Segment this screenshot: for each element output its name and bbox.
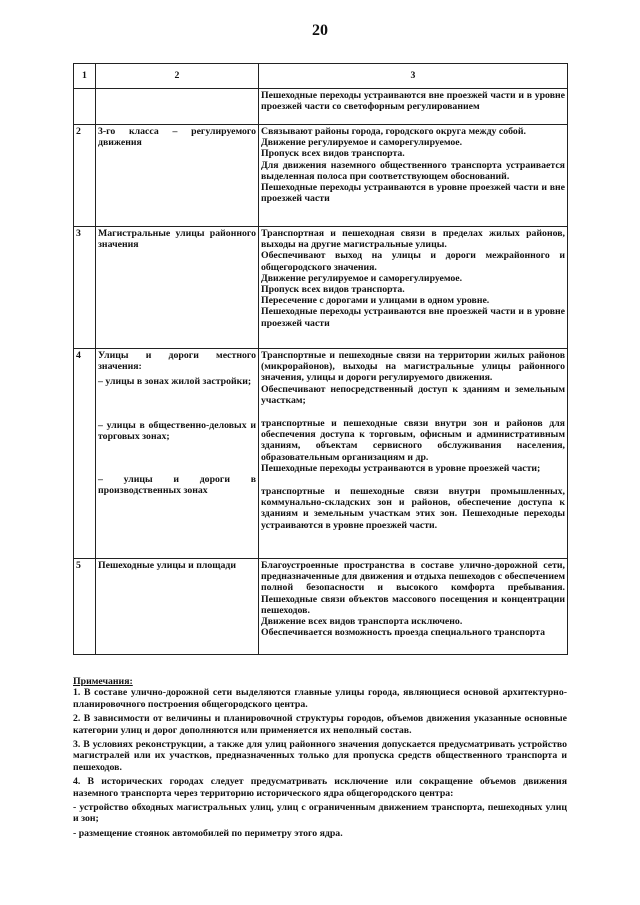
table-row	[74, 559, 568, 655]
subcategory-business: – улицы в общественно-деловых и торговых зонах;	[98, 419, 256, 442]
table-row	[74, 227, 568, 349]
street-category: 3-го класса – регулируемого движения	[96, 125, 259, 227]
table-row	[74, 349, 568, 559]
table-row	[74, 125, 568, 227]
description-block	[261, 350, 565, 406]
row-number: 5	[74, 559, 96, 655]
category-description	[259, 89, 568, 125]
notes-title: Примечания:	[73, 676, 133, 687]
description-line: Благоустроенные пространства в составе улично-дорожной сети, предназначенные для движения и отдыха пешеходов с обеспечением полной безопасности и высокого комфорта пребывания. Пешеходные связи объектов массового посещения и концентрации пешеходов.	[261, 560, 565, 616]
description-line: Для движения наземного общественного транспорта устраивается выделенная полоса при соответствующем обоснований.	[261, 159, 565, 182]
description-line: Транспортная и пешеходная связи в пределах жилых районов, выходы на другие магистральные улицы.	[261, 228, 565, 251]
description-block	[261, 486, 565, 531]
description-block	[261, 418, 565, 474]
description-line: Пропуск всех видов транспорта.	[261, 284, 405, 296]
street-category	[96, 89, 259, 125]
row-number: 4	[74, 349, 96, 559]
description-line: Движение всех видов транспорта исключено.	[261, 616, 463, 628]
description-line: Движение регулируемое и саморегулируемое.	[261, 272, 463, 284]
street-category	[96, 349, 259, 559]
description-line: Пересечение с дорогами и улицами в одном уровне.	[261, 295, 490, 307]
description-line: Пешеходные переходы устраиваются в уровне проезжей части;	[261, 462, 541, 474]
row-number	[74, 89, 96, 125]
subcategory-residential: – улицы в зонах жилой застройки;	[98, 376, 252, 388]
description-line: Обеспечивают выход на улицы и дороги межрайонного и общегородского значения.	[261, 250, 565, 273]
note-item: 1. В составе улично-дорожной сети выделяются главные улицы города, являющиеся основой архитектурно-планировочного построения общегородского центра.	[73, 687, 567, 710]
row-number: 3	[74, 227, 96, 349]
category-description	[259, 349, 568, 559]
header-col-1: 1	[74, 64, 96, 89]
note-item: 4. В исторических городах следует предусматривать исключение или сокращение объемов движения наземного транспорта через территорию исторического ядра общегородского центра:	[73, 776, 567, 799]
description-line: Связывают районы города, городского округа между собой.	[261, 126, 526, 137]
table-row	[74, 89, 568, 125]
description-line: транспортные и пешеходные связи внутри зон и районов для обеспечения доступа к торговым, офисным и административным зданиям, объектам сервисного обслуживания населения, образовательным организациям и др.	[261, 418, 565, 463]
header-col-3: 3	[259, 64, 568, 89]
description-line: Обеспечивается возможность проезда специального транспорта	[261, 627, 546, 639]
description-line: Движение регулируемое и саморегулируемое.	[261, 137, 463, 149]
table-header-row	[74, 64, 568, 89]
category-description	[259, 125, 568, 227]
notes-section	[73, 676, 567, 842]
category-heading: Улицы и дороги местного значения:	[98, 350, 256, 373]
description-line: Пешеходные переходы устраиваются в уровне проезжей части и вне проезжей части	[261, 182, 565, 205]
category-description	[259, 559, 568, 655]
row-number: 2	[74, 125, 96, 227]
note-item: - устройство обходных магистральных улиц, улиц с ограниченным движением транспорта, пешеходных улиц и зон;	[73, 802, 567, 825]
description-line: Транспортные и пешеходные связи на территории жилых районов (микрорайонов), выходы на магистральные улицы районного значения, улицы и дороги регулируемого движения.	[261, 350, 565, 384]
note-item: 3. В условиях реконструкции, а также для улиц районного значения допускается предусматривать устройство магистралей или их участков, предназначенных только для пропуска средств общественного транспорта и пешеходов.	[73, 739, 567, 773]
note-item: 2. В зависимости от величины и планировочной структуры городов, объемов движения указанные основные категории улиц и дорог дополняются или применяется их неполный состав.	[73, 713, 567, 736]
street-category: Пешеходные улицы и площади	[96, 559, 259, 655]
page-number: 20	[312, 22, 328, 39]
street-categories-table	[73, 63, 568, 655]
description-line: Пешеходные переходы устраиваются вне проезжей части и в уровне проезжей части со светофорным регулированием	[261, 90, 565, 113]
street-category: Магистральные улицы районного значения	[96, 227, 259, 349]
category-description	[259, 227, 568, 349]
subcategory-industrial: – улицы и дороги в производственных зонах	[98, 474, 256, 497]
description-line: Обеспечивают непосредственный доступ к зданиям и земельным участкам;	[261, 383, 565, 406]
description-line: Пропуск всех видов транспорта.	[261, 148, 405, 160]
description-line: Пешеходные переходы устраиваются вне проезжей части и в уровне проезжей части	[261, 306, 565, 329]
description-line: транспортные и пешеходные связи внутри промышленных, коммунально-складских зон и районов, обеспечение доступа к зданиям и земельным участкам этих зон. Пешеходные переходы устраиваются в уровне проезжей части.	[261, 486, 565, 531]
note-item: - размещение стоянок автомобилей по периметру этого ядра.	[73, 827, 343, 839]
header-col-2: 2	[96, 64, 259, 89]
